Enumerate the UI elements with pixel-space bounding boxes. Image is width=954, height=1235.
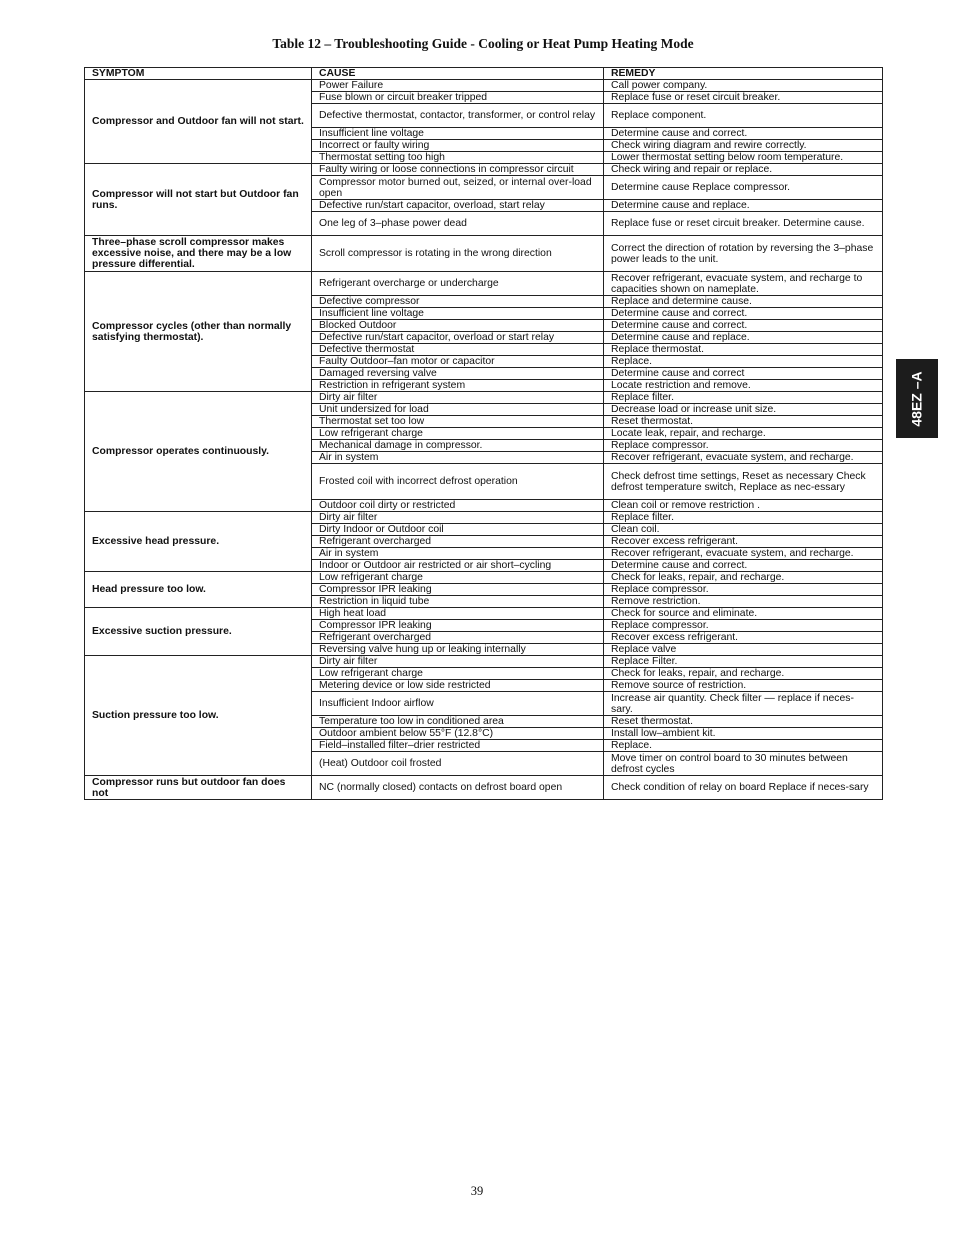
symptom-cell: Excessive head pressure. [85, 512, 312, 572]
remedy-cell: Determine cause and correct. [604, 560, 883, 572]
page-number: 39 [470, 1184, 484, 1198]
remedy-cell: Determine cause and replace. [604, 332, 883, 344]
remedy-cell: Clean coil. [604, 524, 883, 536]
table-row [85, 392, 883, 404]
table-row [85, 776, 883, 800]
cause-cell: (Heat) Outdoor coil frosted [312, 752, 604, 776]
cause-cell: Incorrect or faulty wiring [312, 140, 604, 152]
cause-cell: Unit undersized for load [312, 404, 604, 416]
cause-cell: Scroll compressor is rotating in the wrong direction [312, 236, 604, 272]
remedy-cell: Replace component. [604, 104, 883, 128]
table-row [85, 656, 883, 668]
table-row [85, 512, 883, 524]
cause-cell: Thermostat setting too high [312, 152, 604, 164]
remedy-cell: Lower thermostat setting below room temperature. [604, 152, 883, 164]
remedy-cell: Replace compressor. [604, 440, 883, 452]
cause-cell: Dirty air filter [312, 392, 604, 404]
remedy-cell: Check for leaks, repair, and recharge. [604, 572, 883, 584]
remedy-cell: Increase air quantity. Check filter — replace if neces-sary. [604, 692, 883, 716]
cause-cell: Compressor IPR leaking [312, 584, 604, 596]
cause-cell: Insufficient Indoor airflow [312, 692, 604, 716]
cause-cell: Low refrigerant charge [312, 668, 604, 680]
remedy-cell: Replace filter. [604, 392, 883, 404]
cause-cell: Low refrigerant charge [312, 428, 604, 440]
cause-cell: Air in system [312, 452, 604, 464]
symptom-cell: Suction pressure too low. [85, 656, 312, 776]
section-tab-label: 48EZ –A [909, 370, 925, 427]
cause-cell: Faulty Outdoor–fan motor or capacitor [312, 356, 604, 368]
cause-cell: Dirty Indoor or Outdoor coil [312, 524, 604, 536]
remedy-cell: Correct the direction of rotation by reversing the 3–phase power leads to the unit. [604, 236, 883, 272]
remedy-cell: Recover excess refrigerant. [604, 632, 883, 644]
remedy-cell: Replace compressor. [604, 620, 883, 632]
cause-cell: Restriction in refrigerant system [312, 380, 604, 392]
cause-cell: Metering device or low side restricted [312, 680, 604, 692]
cause-cell: Blocked Outdoor [312, 320, 604, 332]
cause-cell: Outdoor ambient below 55°F (12.8°C) [312, 728, 604, 740]
remedy-cell: Check wiring and repair or replace. [604, 164, 883, 176]
cause-cell: Refrigerant overcharged [312, 632, 604, 644]
remedy-cell: Determine cause Replace compressor. [604, 176, 883, 200]
cause-cell: Temperature too low in conditioned area [312, 716, 604, 728]
section-tab [896, 359, 938, 438]
remedy-cell: Replace and determine cause. [604, 296, 883, 308]
table-row [85, 608, 883, 620]
table-row [85, 164, 883, 176]
remedy-cell: Install low–ambient kit. [604, 728, 883, 740]
cause-cell: Low refrigerant charge [312, 572, 604, 584]
remedy-cell: Check for leaks, repair, and recharge. [604, 668, 883, 680]
table-title: Table 12 – Troubleshooting Guide - Cooling or Heat Pump Heating Mode [272, 36, 694, 51]
symptom-cell: Compressor and Outdoor fan will not start. [85, 80, 312, 164]
remedy-cell: Check wiring diagram and rewire correctly. [604, 140, 883, 152]
cause-cell: Fuse blown or circuit breaker tripped [312, 92, 604, 104]
cause-cell: Refrigerant overcharged [312, 536, 604, 548]
cause-cell: Defective run/start capacitor, overload, start relay [312, 200, 604, 212]
cause-cell: Faulty wiring or loose connections in compressor circuit [312, 164, 604, 176]
cause-cell: Insufficient line voltage [312, 128, 604, 140]
cause-cell: Compressor motor burned out, seized, or internal over-load open [312, 176, 604, 200]
remedy-cell: Clean coil or remove restriction . [604, 500, 883, 512]
symptom-cell: Compressor runs but outdoor fan does not [85, 776, 312, 800]
table-header [85, 68, 883, 80]
cause-cell: Defective thermostat [312, 344, 604, 356]
remedy-cell: Check for source and eliminate. [604, 608, 883, 620]
remedy-cell: Locate leak, repair, and recharge. [604, 428, 883, 440]
cause-cell: Defective run/start capacitor, overload or start relay [312, 332, 604, 344]
table-row [85, 236, 883, 272]
cause-cell: One leg of 3–phase power dead [312, 212, 604, 236]
cause-cell: Air in system [312, 548, 604, 560]
symptom-cell: Compressor will not start but Outdoor fan runs. [85, 164, 312, 236]
remedy-cell: Determine cause and correct [604, 368, 883, 380]
cause-cell: Field–installed filter–drier restricted [312, 740, 604, 752]
cause-cell: Restriction in liquid tube [312, 596, 604, 608]
remedy-cell: Reset thermostat. [604, 416, 883, 428]
symptom-cell: Excessive suction pressure. [85, 608, 312, 656]
remedy-cell: Check defrost time settings, Reset as necessary Check defrost temperature switch, Replace as nec-essary [604, 464, 883, 500]
remedy-cell: Recover excess refrigerant. [604, 536, 883, 548]
remedy-cell: Locate restriction and remove. [604, 380, 883, 392]
remedy-cell: Determine cause and correct. [604, 308, 883, 320]
table-row [85, 80, 883, 92]
symptom-cell: Three–phase scroll compressor makes excessive noise, and there may be a low pressure differential. [85, 236, 312, 272]
symptom-cell: Compressor operates continuously. [85, 392, 312, 512]
cause-cell: Indoor or Outdoor air restricted or air short–cycling [312, 560, 604, 572]
remedy-cell: Recover refrigerant, evacuate system, and recharge. [604, 548, 883, 560]
cause-cell: Defective compressor [312, 296, 604, 308]
table-body [85, 80, 883, 800]
remedy-cell: Replace compressor. [604, 584, 883, 596]
cause-cell: Reversing valve hung up or leaking internally [312, 644, 604, 656]
remedy-cell: Replace fuse or reset circuit breaker. [604, 92, 883, 104]
remedy-cell: Remove source of restriction. [604, 680, 883, 692]
header-symptom: SYMPTOM [85, 68, 312, 80]
remedy-cell: Check condition of relay on board Replace if neces-sary [604, 776, 883, 800]
remedy-cell: Determine cause and correct. [604, 128, 883, 140]
cause-cell: Dirty air filter [312, 656, 604, 668]
cause-cell: High heat load [312, 608, 604, 620]
cause-cell: Frosted coil with incorrect defrost operation [312, 464, 604, 500]
remedy-cell: Replace Filter. [604, 656, 883, 668]
remedy-cell: Recover refrigerant, evacuate system, and recharge. [604, 452, 883, 464]
cause-cell: Refrigerant overcharge or undercharge [312, 272, 604, 296]
cause-cell: Insufficient line voltage [312, 308, 604, 320]
symptom-cell: Compressor cycles (other than normally satisfying thermostat). [85, 272, 312, 392]
remedy-cell: Replace. [604, 740, 883, 752]
table-row [85, 572, 883, 584]
remedy-cell: Remove restriction. [604, 596, 883, 608]
table-row [85, 272, 883, 296]
cause-cell: Mechanical damage in compressor. [312, 440, 604, 452]
cause-cell: Outdoor coil dirty or restricted [312, 500, 604, 512]
remedy-cell: Replace thermostat. [604, 344, 883, 356]
cause-cell: NC (normally closed) contacts on defrost board open [312, 776, 604, 800]
remedy-cell: Replace. [604, 356, 883, 368]
remedy-cell: Determine cause and correct. [604, 320, 883, 332]
troubleshooting-table [84, 67, 883, 800]
cause-cell: Power Failure [312, 80, 604, 92]
remedy-cell: Recover refrigerant, evacuate system, and recharge to capacities shown on nameplate. [604, 272, 883, 296]
remedy-cell: Replace valve [604, 644, 883, 656]
cause-cell: Compressor IPR leaking [312, 620, 604, 632]
remedy-cell: Replace fuse or reset circuit breaker. Determine cause. [604, 212, 883, 236]
symptom-cell: Head pressure too low. [85, 572, 312, 608]
remedy-cell: Decrease load or increase unit size. [604, 404, 883, 416]
cause-cell: Damaged reversing valve [312, 368, 604, 380]
remedy-cell: Call power company. [604, 80, 883, 92]
remedy-cell: Reset thermostat. [604, 716, 883, 728]
remedy-cell: Determine cause and replace. [604, 200, 883, 212]
header-cause: CAUSE [312, 68, 604, 80]
header-remedy: REMEDY [604, 68, 883, 80]
cause-cell: Dirty air filter [312, 512, 604, 524]
cause-cell: Defective thermostat, contactor, transformer, or control relay [312, 104, 604, 128]
remedy-cell: Move timer on control board to 30 minutes between defrost cycles [604, 752, 883, 776]
remedy-cell: Replace filter. [604, 512, 883, 524]
cause-cell: Thermostat set too low [312, 416, 604, 428]
